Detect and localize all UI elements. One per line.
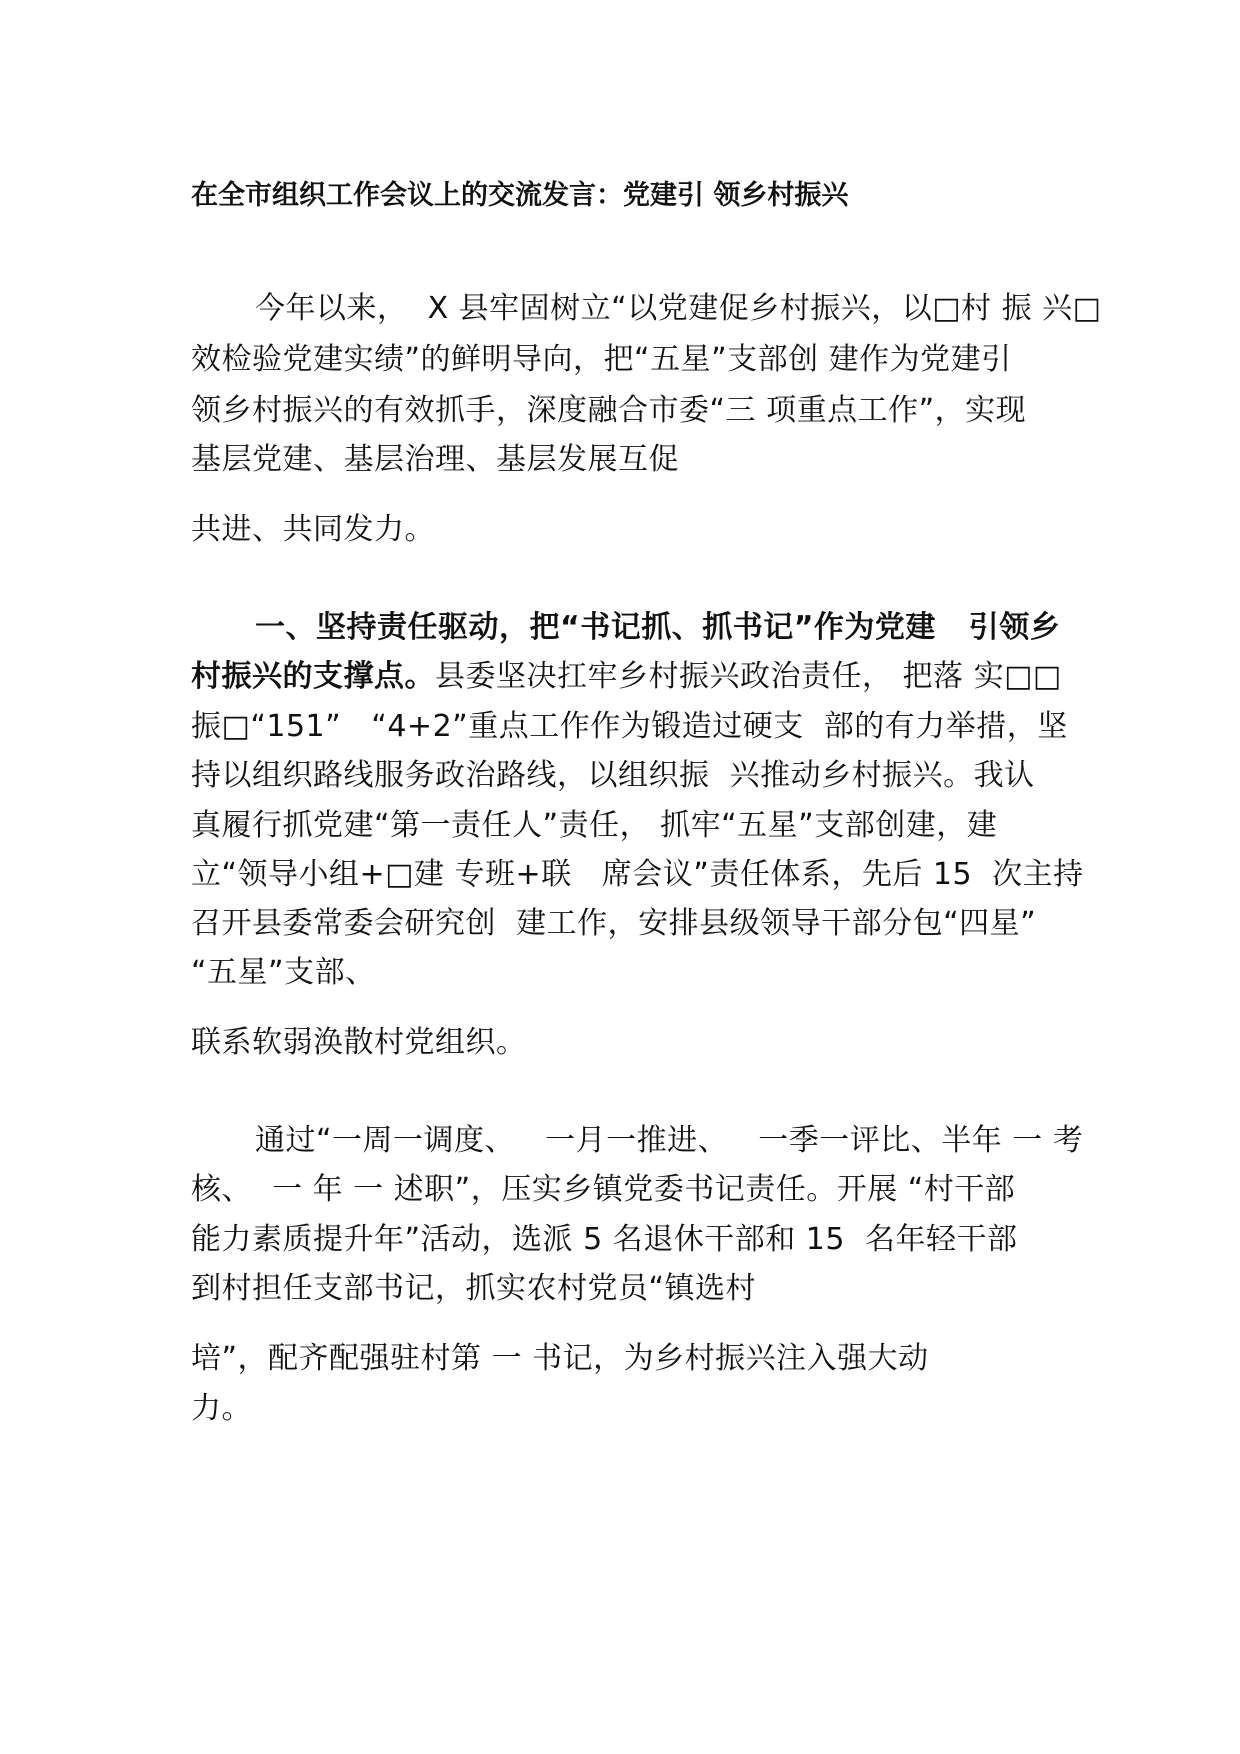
section1-line-1: 振□“151” “4+2”重点工作作为锻造过硬支 部的有力举措，坚: [191, 709, 1068, 744]
section1-continuation: 联系软弱涣散村党组织。: [191, 1025, 527, 1060]
section1-heading: 一、坚持责任驱动，把“书记抓、抓书记”作为党建 引领乡: [255, 610, 1061, 645]
paragraph2-line-1: 通过“一周一调度、 一月一推进、 一季一评比、半年 一 考: [255, 1123, 1084, 1158]
document-title: 在全市组织工作会议上的交流发言：党建引 领乡村振兴: [191, 180, 849, 211]
paragraph2-line-3: 能力素质提升年”活动，选派 5 名退休干部和 15 名年轻干部: [191, 1222, 1018, 1257]
section1-heading-end: 村振兴的支撑点。: [191, 659, 435, 694]
paragraph2-line-2: 核、 一 年 一 述职”，压实乡镇党委书记责任。开展 “村干部: [191, 1172, 1016, 1207]
section1-line-5: 召开县委常委会研究创 建工作，安排县级领导干部分包“四星”: [191, 906, 1037, 941]
intro-line-1: 今年以来， X 县牢固树立“以党建促乡村振兴，以□村 振 兴□: [255, 291, 1102, 326]
intro-line-3: 领乡村振兴的有效抓手，深度融合市委“三 项重点工作”，实现: [191, 393, 1027, 428]
intro-line-4: 基层党建、基层治理、基层发展互促: [191, 442, 679, 477]
section1-line-4: 立“领导小组+□建 专班+联 席会议”责任体系，先后 15 次主持: [191, 857, 1084, 892]
section1-text-start: 县委坚决扛牢乡村振兴政治责任， 把落 实□□: [435, 659, 1062, 694]
section1-line-6: “五星”支部、: [191, 955, 376, 990]
paragraph2-line-4: 到村担任支部书记，抓实农村党员“镇选村: [191, 1271, 757, 1306]
intro-continuation: 共进、共同发力。: [191, 512, 435, 547]
intro-line-2: 效检验党建实绩”的鲜明导向，把“五星”支部创 建作为党建引: [191, 342, 1012, 377]
paragraph2-continuation-2: 力。: [191, 1391, 252, 1426]
paragraph2-continuation-1: 培”，配齐配强驻村第 一 书记，为乡村振兴注入强大动: [191, 1341, 929, 1376]
section1-line-2: 持以组织路线服务政治路线，以组织振 兴推动乡村振兴。我认: [191, 758, 1035, 793]
section1-line-heading-end: [191, 659, 1062, 695]
section1-line-3: 真履行抓党建“第一责任人”责任， 抓牢“五星”支部创建，建: [191, 808, 998, 843]
